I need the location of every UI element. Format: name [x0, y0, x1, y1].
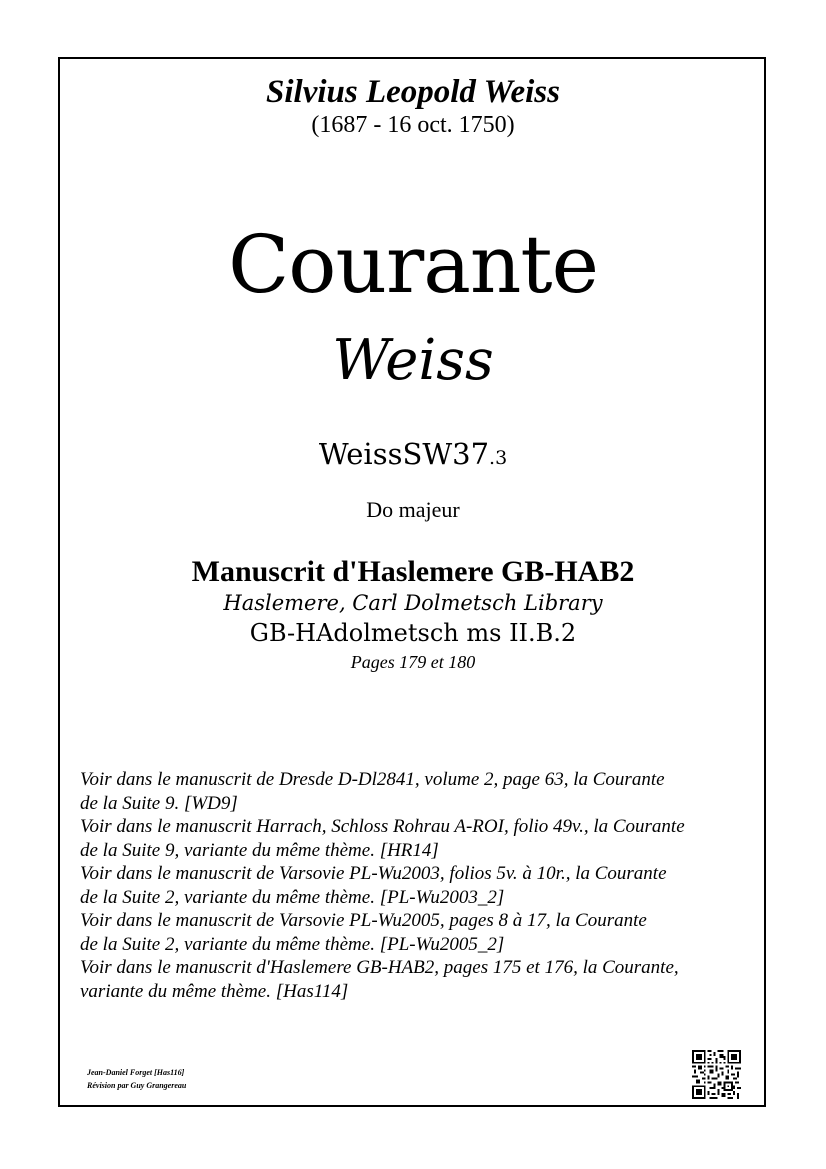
composer-dates: (1687 - 16 oct. 1750) [311, 112, 515, 138]
concordance-note [80, 956, 760, 1003]
concordance-note [80, 862, 760, 909]
shelfmark: GB-HAdolmetsch ms II.B.2 [249, 619, 577, 647]
note-line: Voir dans le manuscrit d'Haslemere GB-HAB2, pages 175 et 176, la Courante, [80, 957, 679, 978]
concordance-note [80, 768, 760, 815]
musical-key: Do majeur [366, 497, 460, 522]
catalog-code: WeissSW37 [318, 437, 490, 471]
page-reference: Pages 179 et 180 [350, 652, 476, 672]
piece-subtitle: Weiss [332, 328, 494, 393]
note-line: variante du même thème. [Has114] [80, 980, 349, 1002]
concordance-note [80, 909, 760, 956]
note-line: Voir dans le manuscrit de Dresde D-Dl2841, volume 2, page 63, la Courante [80, 769, 665, 790]
credits [87, 1066, 186, 1092]
note-line: de la Suite 2, variante du même thème. [PL-Wu2005_2] [80, 933, 505, 955]
note-line: de la Suite 2, variante du même thème. [PL-Wu2003_2] [80, 886, 505, 908]
credit-revision: Révision par Guy Grangereau [87, 1081, 187, 1090]
note-line: Voir dans le manuscrit Harrach, Schloss Rohrau A-ROI, folio 49v., la Courante [80, 816, 685, 837]
piece-title: Courante [228, 218, 598, 311]
composer-name: Silvius Leopold Weiss [266, 74, 560, 110]
concordance-notes [80, 768, 760, 1003]
note-line: Voir dans le manuscrit de Varsovie PL-Wu2003, folios 5v. à 10r., la Courante [80, 863, 667, 884]
note-line: Voir dans le manuscrit de Varsovie PL-Wu2005, pages 8 à 17, la Courante [80, 910, 647, 931]
catalog-number [0, 437, 826, 471]
catalog-suffix: .3 [489, 447, 508, 469]
note-line: de la Suite 9. [WD9] [80, 792, 238, 814]
concordance-note [80, 815, 760, 862]
note-line: de la Suite 9, variante du même thème. [HR14] [80, 839, 439, 861]
qr-code-icon [692, 1050, 741, 1099]
library-name: Haslemere, Carl Dolmetsch Library [223, 591, 603, 615]
credit-author: Jean-Daniel Forget [Has116] [87, 1068, 185, 1077]
manuscript-name: Manuscrit d'Haslemere GB-HAB2 [191, 555, 635, 588]
